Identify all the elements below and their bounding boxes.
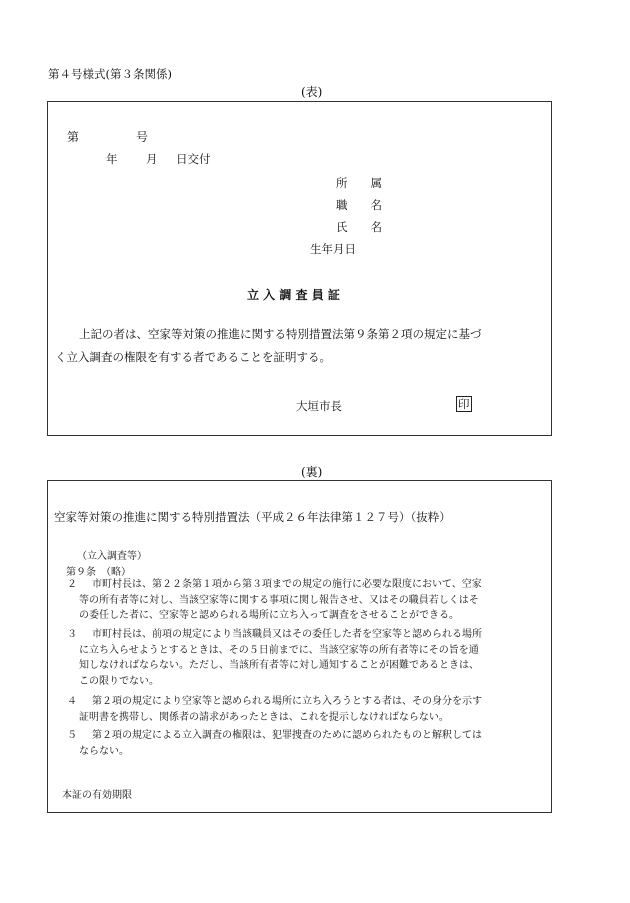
item-line: 市町村長は、第２２条第１項から第３項までの規定の施行に必要な限度において、空家 [92,579,482,590]
item-line: 証明書を携帯し、関係者の請求があったときは、これを提示しなければならない。 [79,711,449,723]
item-line: この限りでない。 [79,676,159,688]
seal-text: 印 [458,397,470,411]
item-line: 等の所有者等に対し、当該空家等に関する事項に関し報告させ、又はその職員若しくはそ [79,594,479,606]
law-title: 空家等対策の推進に関する特別措置法（平成２６年法律第１２７号）（抜粋） [54,510,451,524]
issue-date-label: 日交付 [176,152,211,166]
birth-date-label: 生年月日 [310,242,356,256]
validity-label: 本証の有効期限 [62,790,132,801]
item-line: ならない。 [79,745,129,757]
year-label: 年 [106,152,118,166]
form-label: 第４号様式(第３条関係) [48,67,172,81]
affiliation-label: 所 属 [336,176,382,190]
item-line: 第２項の規定により空家等と認められる場所に立ち入ろうとする者は、その身分を示す [92,696,482,707]
name-label: 氏 名 [336,220,382,234]
back-heading: (裏) [301,465,323,479]
card-title: 立 入 調 査 員 証 [247,288,340,302]
section-caption: （立入調査等） [77,551,147,562]
number-suffix: 号 [136,130,149,144]
item-line: 市町村長は、前項の規定により当該職員又はその委任した者を空家等と認められる場所 [92,629,482,640]
item-line: に立ち入らせようとするときは、その５日前までに、当該空家等の所有者等にその旨を通 [79,644,479,656]
item-number: ３ [67,629,77,640]
article-heading: 第９条 （略） [66,567,131,578]
item-line: の委任した者に、空家等と認められる場所に立ち入って調査をさせることができる。 [79,610,459,622]
number-prefix: 第 [67,130,80,144]
seal-mark [456,396,472,412]
front-card [47,101,552,436]
month-label: 月 [146,152,158,166]
item-number: ２ [67,579,77,590]
issuer-name: 大垣市長 [296,399,342,413]
front-heading: (表) [301,85,323,99]
item-number: ４ [67,696,77,707]
item-number: ５ [67,730,77,741]
item-line: 第２項の規定による立入調査の権限は、犯罪捜査のために認められたものと解釈しては [92,730,482,741]
item-line: 知しなければならない。ただし、当該所有者等に対し通知することが困難であるときは、 [79,660,479,672]
certificate-body-line1: 上記の者は、空家等対策の推進に関する特別措置法第９条第２項の規定に基づ [79,327,482,341]
certificate-body-line2: く立入調査の権限を有する者であることを証明する。 [55,350,331,364]
job-title-label: 職 名 [336,198,382,212]
